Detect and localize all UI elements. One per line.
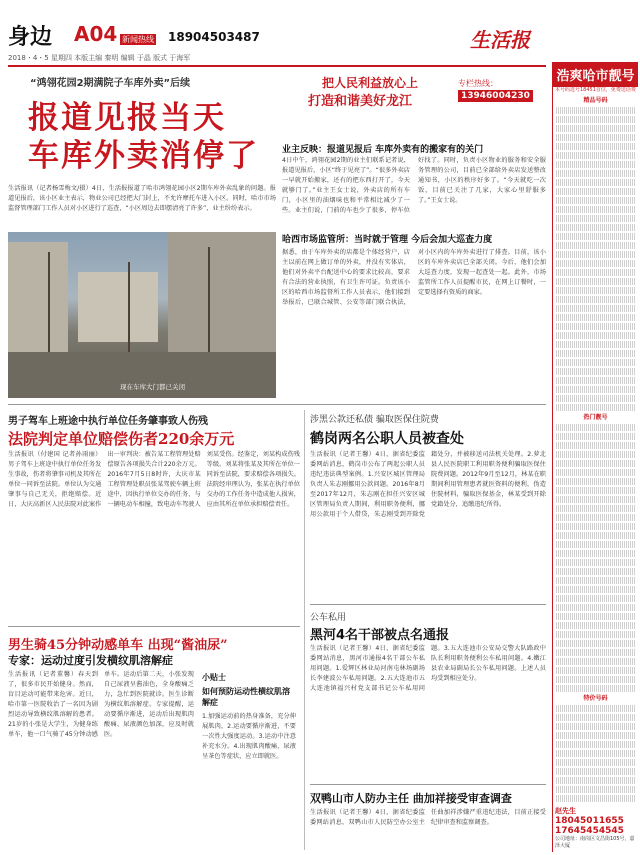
sidebar-address: 公司地址：南岗区文昌街105号，嘉泽大厦 bbox=[555, 836, 635, 849]
story3-headline: 鹤岗两名公职人员被查处 bbox=[310, 431, 464, 447]
sidebar-number-row bbox=[556, 622, 636, 629]
newspaper-logo: 生活报 bbox=[470, 28, 530, 52]
lead-sub2-text: 据悉，由于车库外卖的店都是个体经营户，店主以前在网上做订单的外卖，并没有实体店，他们对外卖平台配送中心的要求比较高，要求有合法的营业执照，有卫生许可证。负责该小区的哈西市场监督所工作人员表示，他们接到举报后，已联合城管、公安等部门联合执法，对小区内的车库外卖进行了排查。目前，该小区的车库外卖店已全部关闭。今后，他们会加大巡查力度，发现一起查处一起。此外，市场监管所工作人员提醒市民，在网上订餐时，一定要选择有资质的商家。 bbox=[282, 249, 546, 306]
promo-line-2: 打造和谐美好龙江 bbox=[308, 94, 413, 109]
sidebar-number-list-b bbox=[553, 424, 638, 692]
story6-headline: 双鸭山市人防办主任 曲加祥接受审查调查 bbox=[310, 792, 512, 805]
sidebar-number-row bbox=[556, 741, 636, 748]
sidebar-number-row bbox=[556, 296, 636, 303]
sidebar-number-row bbox=[556, 152, 636, 159]
sidebar-number-row bbox=[556, 667, 636, 674]
sidebar-number-row bbox=[556, 242, 636, 249]
lead-photo bbox=[8, 232, 276, 398]
sidebar-number-row bbox=[556, 386, 636, 393]
sidebar-number-row bbox=[556, 577, 636, 584]
story2-headline: 法院判定单位赔偿伤者220余万元 bbox=[8, 430, 235, 448]
lead-sub2-title: 哈西市场监管所：当时就于管理 今后会加大巡查力度 bbox=[282, 235, 493, 245]
sidebar-number-row bbox=[556, 514, 636, 521]
sidebar-number-row bbox=[556, 287, 636, 294]
section-name: 身边 bbox=[8, 24, 53, 50]
sidebar-number-row bbox=[556, 404, 636, 411]
sidebar-number-row bbox=[556, 750, 636, 757]
sidebar-number-row bbox=[556, 604, 636, 611]
sidebar-number-row bbox=[556, 541, 636, 548]
sidebar-number-row bbox=[556, 658, 636, 665]
sidebar-number-row bbox=[556, 424, 636, 431]
section-rule-2 bbox=[8, 626, 300, 627]
date-line: 2018・4・5 星期四 本版主编 秦明 编辑 于晶 版式 于海军 bbox=[8, 54, 191, 62]
sidebar-number-row bbox=[556, 433, 636, 440]
sidebar-number-row bbox=[556, 143, 636, 150]
sidebar-contact-phone: 18045011655 bbox=[555, 816, 624, 826]
classified-sidebar bbox=[552, 62, 638, 852]
sidebar-number-row bbox=[556, 714, 636, 721]
tip-text: 1.加强运动前的热身准备，充分伸展肌肉。2.运动要循序渐进，不要一次性大强度运动。3.运动中注意补充水分。4.出现肌肉酸痛、尿液呈茶色等症状，应立即就医。 bbox=[202, 713, 296, 760]
section-rule-3 bbox=[310, 604, 546, 605]
sidebar-number-row bbox=[556, 170, 636, 177]
sidebar-number-row bbox=[556, 188, 636, 195]
sidebar-number-row bbox=[556, 305, 636, 312]
sidebar-number-row bbox=[556, 134, 636, 141]
hotline-tag: 新闻热线 bbox=[122, 35, 154, 44]
sidebar-number-row bbox=[556, 523, 636, 530]
sidebar-number-row bbox=[556, 676, 636, 683]
sidebar-number-row bbox=[556, 759, 636, 766]
sidebar-section-a: 精品号码 bbox=[583, 97, 608, 104]
sidebar-number-row bbox=[556, 777, 636, 784]
story3-text: 生活报讯（记者王馨）4日，据省纪委监委网站消息，鹤岗市公布了两起公职人员违纪违法典型案例。1.兴安区城区管理局负责人朱志刚挪用公款问题。2016年8月至2017年12月，朱志刚在担任兴安区城区管理局负责人期间，利用职务便利，挪用公款用于个人借贷，朱志刚受到开除党籍处分，并被移送司法机关处理。2.萝北县人民医院职工利用职务便利骗取医保住院费问题。2012年9月至12月，林某在职期间利用管理患者就医资料的便利，伪造住院材料，骗取医保基金，林某受到开除党籍处分，追缴违纪所得。 bbox=[310, 451, 546, 518]
sidebar-number-row bbox=[556, 732, 636, 739]
sidebar-number-row bbox=[556, 631, 636, 638]
sidebar-number-list-a bbox=[553, 107, 638, 411]
lead-sub1-text: 4日中午，鸿翎花园2期的业主们联系记者说，报道见报后，小区“终于见亮了”。“很多外卖店一早就开始搬家，还有的把东西打开了，今天就够门了。”业主王女士说，外卖店的所有车门，小区里的油烟味也和平常相比减少了一些。业主们说，门前的车也少了很多，停车位好找了。同时，负责小区物业的服务和安全服务管理的公司，目前已全部给外卖店发送整改通知书，小区的秩序好多了。“今天就吃一次饭，目前已关注了几家，大家心里舒服多了。”王女士说。 bbox=[282, 157, 546, 214]
sidebar-number-row bbox=[556, 586, 636, 593]
story4-text: 生活报讯（记者董馨）春天到了，很多市民开始健身。然而，盲目运动可能带来危害。近日，哈市第一医院收治了一名因为剧烈运动导致横纹肌溶解的患者。21岁的小张是大学生，为健身练单车，他一口气骑了45分钟动感单车。运动后第二天，小张发现自己尿液呈酱油色，全身酸痛乏力，急忙到医院就诊。医生诊断为横纹肌溶解症。专家提醒，运动要循序渐进，运动后出现肌肉酸痛、尿液颜色加深，应及时就医。 bbox=[8, 671, 194, 738]
sidebar-number-row bbox=[556, 224, 636, 231]
sidebar-number-row bbox=[556, 505, 636, 512]
sidebar-number-row bbox=[556, 595, 636, 602]
story4-subhead: 专家：运动过度引发横纹肌溶解症 bbox=[8, 654, 173, 667]
sidebar-number-row bbox=[556, 368, 636, 375]
sidebar-number-row bbox=[556, 161, 636, 168]
sidebar-number-row bbox=[556, 649, 636, 656]
sidebar-title: 浩爽哈市靓号 bbox=[553, 62, 638, 87]
sidebar-number-row bbox=[556, 795, 636, 802]
sidebar-number-row bbox=[556, 323, 636, 330]
promo-hotline-label: 专栏热线： bbox=[458, 79, 498, 88]
sidebar-number-row bbox=[556, 332, 636, 339]
sidebar-number-row bbox=[556, 350, 636, 357]
story5-text: 生活报讯（记者王馨）4日，据省纪委监委网站消息，黑河市通报4名干部公车私用问题。1.爱辉区林业局河南屯林场副场长李建波公车私用问题。2.五大连池市五大连池镇福兴村党支部书记公车私用问题。3.五大连池市公安局交警大队路政中队长利用职务便利公车私用问题。4.嫩江县农业局副局长公车私用问题。上述人员均受到相应处分。 bbox=[310, 645, 546, 692]
lead-sub1-title: 业主反映：报道见报后 车库外卖有的搬家有的关门 bbox=[282, 145, 484, 155]
sidebar-number-row bbox=[556, 532, 636, 539]
sidebar-section-c: 特价号码 bbox=[583, 695, 608, 702]
sidebar-number-row bbox=[556, 215, 636, 222]
story5-headline: 黑河4名干部被点名通报 bbox=[310, 628, 450, 643]
sidebar-contact-phone-2: 17645454545 bbox=[555, 826, 624, 836]
section-rule-4 bbox=[310, 784, 546, 785]
sidebar-number-row bbox=[556, 341, 636, 348]
sidebar-number-row bbox=[556, 269, 636, 276]
sidebar-number-row bbox=[556, 107, 636, 114]
promo-banner bbox=[278, 70, 546, 112]
lead-photo-caption: 现在车库大门都已关闭 bbox=[120, 383, 185, 391]
column-divider bbox=[304, 410, 305, 850]
story4-headline: 男生骑45分钟动感单车 出现“酱油尿” bbox=[8, 638, 228, 653]
page-number: A04 bbox=[74, 22, 118, 46]
tip-box bbox=[198, 670, 300, 852]
header-rule bbox=[8, 65, 546, 67]
promo-hotline: 13946004230 bbox=[458, 90, 533, 102]
sidebar-number-row bbox=[556, 768, 636, 775]
sidebar-number-row bbox=[556, 460, 636, 467]
sidebar-number-row bbox=[556, 487, 636, 494]
sidebar-number-row bbox=[556, 206, 636, 213]
sidebar-number-row bbox=[556, 251, 636, 258]
lead-kicker: “鸿翎花园2期满院子车库外卖”后续 bbox=[30, 78, 191, 89]
sidebar-number-row bbox=[556, 469, 636, 476]
sidebar-number-row bbox=[556, 395, 636, 402]
sidebar-subtitle: 本号码选号18451首位，免费送话费 bbox=[555, 87, 636, 93]
sidebar-number-row bbox=[556, 377, 636, 384]
section-rule bbox=[8, 404, 546, 405]
sidebar-number-row bbox=[556, 640, 636, 647]
hotline-number: 18904503487 bbox=[168, 30, 260, 44]
story6-text: 生活报讯（记者王馨）4日，据省纪委监委网站消息，双鸭山市人民防空办公室主任曲加祥涉嫌严重违纪违法，目前正接受纪律审查和监察调查。 bbox=[310, 809, 546, 826]
story2-text: 生活报讯（付建国 记者孙雨丽）男子驾车上班途中执行单位任务发生事故，伤者将肇事司机及其所在单位一同诉至法院。单位认为交通肇事与自己无关，拒绝赔偿。近日，大庆高新区人民法院对此案作出一审判决：被告某工程管理处赔偿原告各项损失合计220余万元。2016年7月5日8时许，大庆市某工程管理处职员张某驾驶车辆上班途中，因执行单位交办的任务，与一辆电动车相撞，致电动车驾驶人刘某受伤。经鉴定，刘某构成伤残等级。刘某将张某及其所在单位一同诉至法院，要求赔偿各项损失。法院经审理认为，张某在执行单位交办的工作任务中造成他人损害，应由其所在单位承担赔偿责任。 bbox=[8, 451, 300, 508]
sidebar-number-row bbox=[556, 496, 636, 503]
story3-kicker: 涉黑公款还私债 骗取医保住院费 bbox=[310, 415, 439, 425]
sidebar-number-row bbox=[556, 260, 636, 267]
sidebar-section-b: 热门靓号 bbox=[583, 414, 608, 421]
sidebar-number-row bbox=[556, 442, 636, 449]
tip-title: 小贴士 bbox=[202, 673, 226, 682]
sidebar-number-row bbox=[556, 278, 636, 285]
lead-headline-2: 车库外卖消停了 bbox=[28, 138, 259, 174]
sidebar-number-row bbox=[556, 685, 636, 692]
sidebar-number-row bbox=[556, 197, 636, 204]
story5-kicker: 公车私用 bbox=[310, 613, 347, 623]
sidebar-number-row bbox=[556, 478, 636, 485]
sidebar-number-row bbox=[556, 359, 636, 366]
sidebar-number-row bbox=[556, 451, 636, 458]
sidebar-number-row bbox=[556, 550, 636, 557]
sidebar-number-row bbox=[556, 233, 636, 240]
sidebar-number-row bbox=[556, 314, 636, 321]
sidebar-number-row bbox=[556, 786, 636, 793]
sidebar-number-row bbox=[556, 568, 636, 575]
promo-line-1: 把人民利益放心上 bbox=[322, 76, 419, 90]
sidebar-number-row bbox=[556, 705, 636, 712]
sidebar-number-row bbox=[556, 723, 636, 730]
sidebar-number-row bbox=[556, 559, 636, 566]
sidebar-number-row bbox=[556, 179, 636, 186]
tip-head: 如何预防运动性横纹肌溶解症 bbox=[202, 687, 290, 707]
story2-kicker: 男子驾车上班途中执行单位任务肇事致人伤残 bbox=[8, 416, 208, 427]
lead-intro: 生活报讯（记者杨雪梅文/摄）4日，生活报报道了哈市鸿翎花园小区2期车库外卖乱象的问题。报道见报后，该小区业主表示，物业公司已经把大门封上，不允许摩托车进入小区。同时，哈市市场监督管理部门工作人员对小区进行了巡查，“小区周边去即摆清亮了许多”，业主纷纷表示。 bbox=[8, 185, 276, 212]
lead-headline-1: 报道见报当天 bbox=[28, 100, 226, 136]
sidebar-contact-label: 赵先生 bbox=[555, 807, 576, 815]
sidebar-number-row bbox=[556, 116, 636, 123]
sidebar-number-row bbox=[556, 613, 636, 620]
sidebar-number-row bbox=[556, 125, 636, 132]
